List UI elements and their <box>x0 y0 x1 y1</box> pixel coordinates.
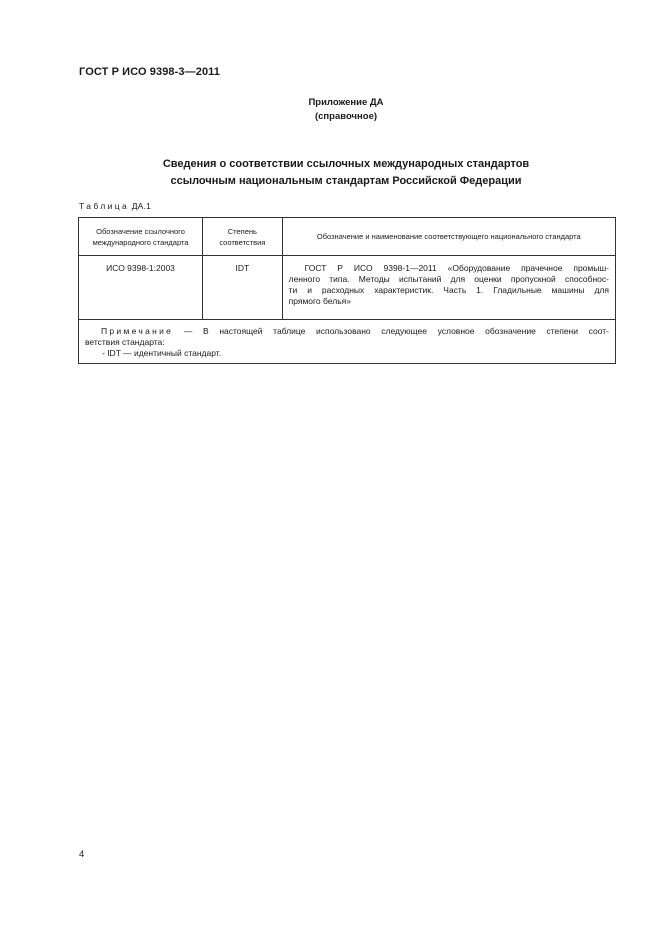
table-caption-word: Таблица <box>79 201 130 211</box>
annex-label: Приложение ДА <box>308 97 384 108</box>
annex-title-line-1: Сведения о соответствии ссылочных международных стандартов <box>162 158 530 170</box>
page-number: 4 <box>79 849 85 860</box>
annex-title-line-2: ссылочным национальным стандартам Российской Федерации <box>170 175 522 187</box>
cell-degree: IDT <box>203 256 283 320</box>
column-header-international: Обозначение ссылочного международного стандарта <box>79 218 203 256</box>
table-caption <box>79 201 151 211</box>
column-header-degree: Степень соответствия <box>203 218 283 256</box>
cell-national-standard: ГОСТ Р ИСО 9398-1—2011 «Оборудование прачечное промыш- ленного типа. Методы испытаний для оценки пропускной способнос- ти и расходных характеристик. Часть 1. Гладильные машины для прямого белья» <box>282 256 615 320</box>
cell-international-designation: ИСО 9398-1:2003 <box>79 256 203 320</box>
annex-title <box>0 156 661 190</box>
correspondence-table <box>78 217 616 364</box>
note-label: Примечание <box>101 326 174 336</box>
table-row <box>79 256 616 320</box>
note-text-line-1: — В настоящей таблице использовано следующее условное обозначение степени соот- <box>173 326 609 336</box>
annex-type: (справочное) <box>314 111 378 122</box>
table-note-row <box>79 320 616 364</box>
note-text-line-3: - IDT — идентичный стандарт. <box>102 348 222 358</box>
column-header-national: Обозначение и наименование соответствующего национального стандарта <box>282 218 615 256</box>
note-text-line-2: ветствия стандарта: <box>85 337 165 347</box>
annex-heading <box>0 96 661 124</box>
document-code: ГОСТ Р ИСО 9398-3—2011 <box>79 66 220 78</box>
table-header-row <box>79 218 616 256</box>
table-caption-number: ДА.1 <box>131 201 152 211</box>
table-note <box>79 320 616 364</box>
